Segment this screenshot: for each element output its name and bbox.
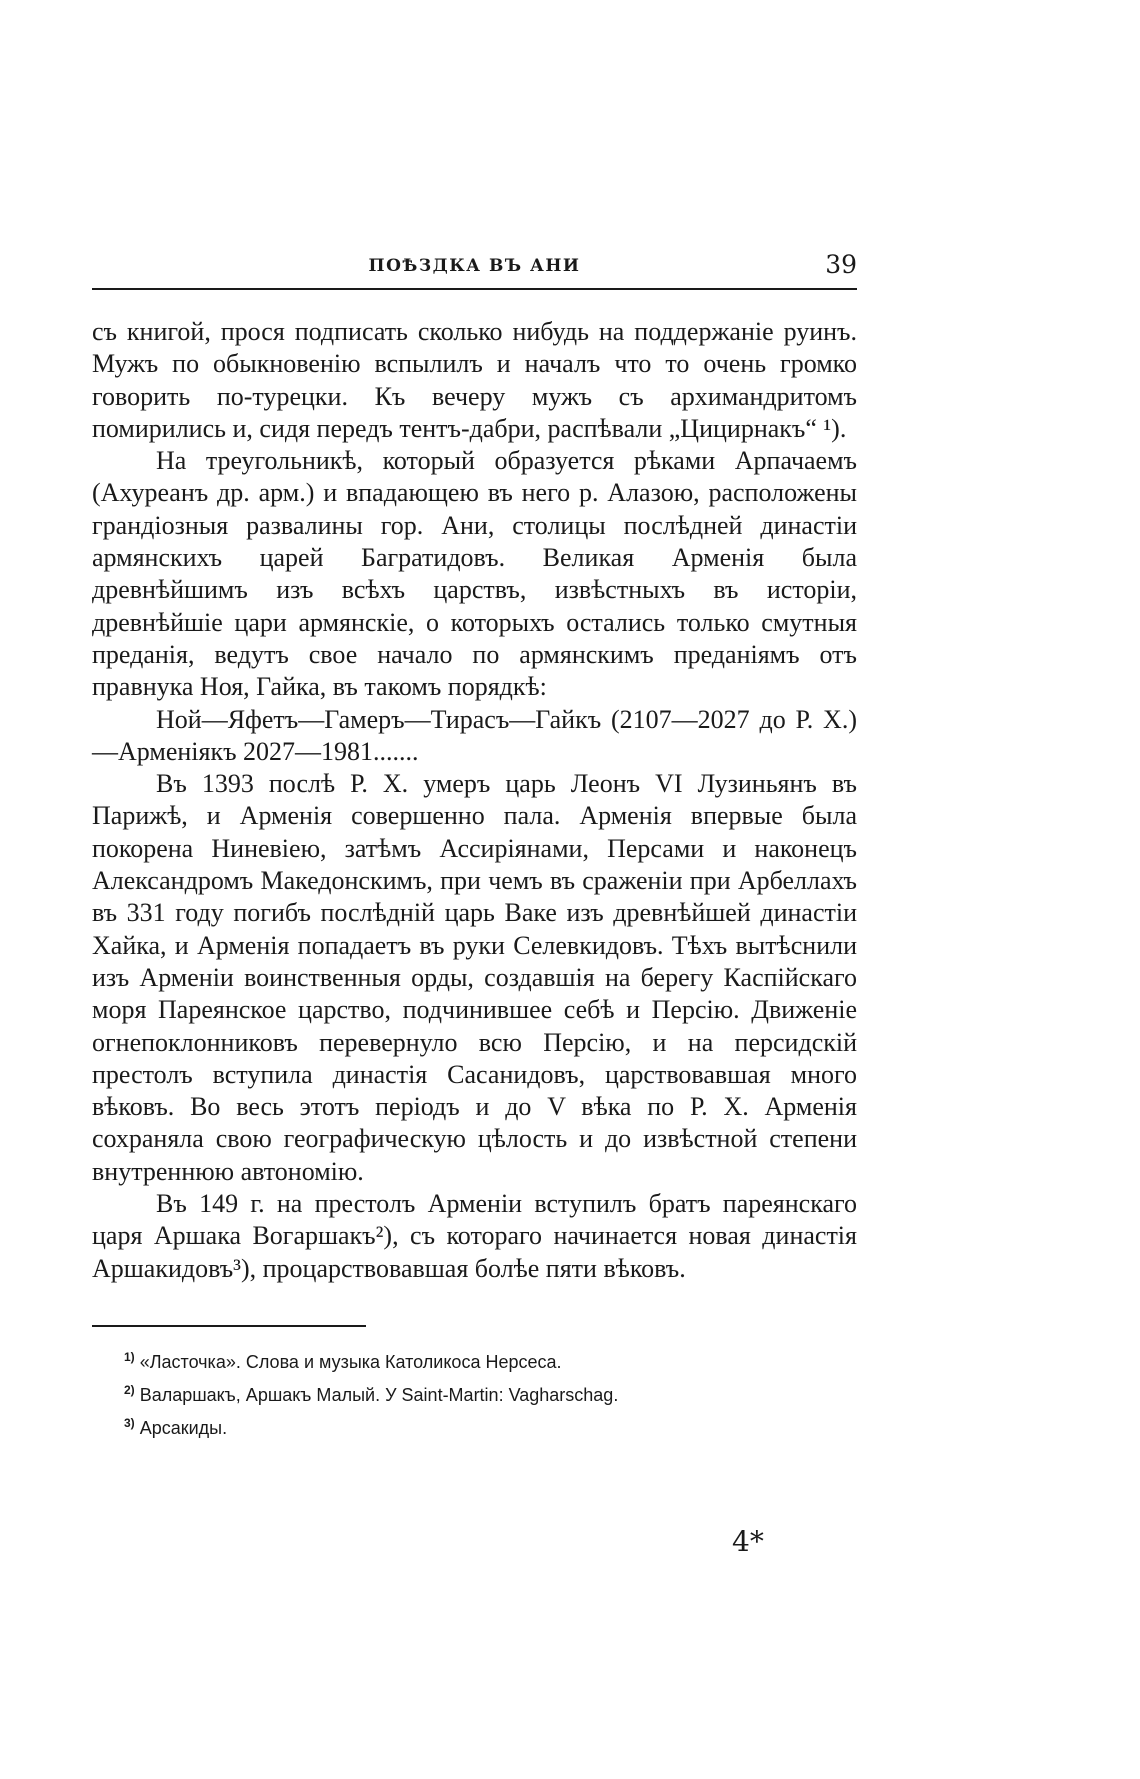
footnote-1 [124, 1343, 857, 1376]
paragraph-4: Въ 1393 послѣ Р. Х. умеръ царь Леонъ VI Лузиньянъ въ Парижѣ, и Арменія совершенно пала. Арменія впервые была покорена Ниневіею, затѣмъ Ассиріянами, Персами и наконецъ Александромъ Македонскимъ, при чемъ въ сраженіи при Арбеллахъ въ 331 году погибъ послѣдній царь Ваке изъ древнѣйшей династіи Хайка, и Арменія попадаетъ въ руки Селевкидовъ. Тѣхъ вытѣснили изъ Арменіи воинственныя орды, создавшія на берегу Каспійскаго моря Пареянское царство, подчинившее себѣ и Персію. Движеніе огнепоклонниковъ перевернуло всю Персію, и на персидскій престолъ вступила династія Сасанидовъ, царствовавшая много вѣковъ. Во весь этотъ періодъ и до V вѣка по Р. Х. Арменія сохраняла свою географическую цѣлость и до извѣстной степени внутреннюю автономію. [92, 769, 857, 1186]
book-page [92, 250, 857, 1558]
footnote-marker: 1) [124, 1349, 135, 1364]
page-number: 39 [825, 250, 857, 279]
paragraph-5: Въ 149 г. на престолъ Арменіи вступилъ братъ пареянскаго царя Аршака Вогаршакъ²), съ котораго начинается новая династія Аршакидовъ³), процарствовавшая болѣе пяти вѣковъ. [92, 1189, 857, 1283]
footnote-text: «Ласточка». Слова и музыка Католикоса Нерсеса. [139, 1351, 562, 1372]
footnotes [124, 1343, 857, 1442]
running-header [92, 250, 857, 288]
paragraph-3: Ной—Яфетъ—Гамеръ—Тирасъ—Гайкъ (2107—2027 до Р. Х.)—Арменіякъ 2027—1981....... [92, 704, 857, 766]
footnote-marker: 2) [124, 1382, 135, 1397]
footnote-text: Валаршакъ, Аршакъ Малый. У Saint-Martin: Vagharschag. [139, 1384, 619, 1405]
paragraph-2: На треугольникѣ, который образуется рѣками Арпачаемъ (Ахуреанъ др. арм.) и впадающею въ него р. Алазою, расположены грандіозныя развалины гор. Ани, столицы послѣдней династіи армянскихъ царей Багратидовъ. Великая Арменія была древнѣйшимъ изъ всѣхъ царствъ, извѣстныхъ въ исторіи, древнѣйшіе цари армянскіе, о которыхъ остались только смутныя преданія, ведутъ свое начало по армянскимъ преданіямъ отъ правнука Ноя, Гайка, въ такомъ порядкѣ: [92, 446, 857, 702]
footnote-rule [92, 1325, 366, 1327]
footnote-marker: 3) [124, 1415, 135, 1430]
footnote-2 [124, 1376, 857, 1409]
signature-mark: 4* [732, 1525, 764, 1558]
body-text [92, 316, 857, 1285]
paragraph-1: съ книгой, прося подписать сколько нибудь на поддержаніе руинъ. Мужъ по обыкновенію вспылилъ и началъ что то очень громко говорить по-турецки. Къ вечеру мужъ съ архимандритомъ помирились и, сидя передъ тентъ-дабри, распѣвали „Цицирнакъ“ ¹). [92, 317, 857, 443]
footnote-3 [124, 1409, 857, 1442]
header-rule [92, 288, 857, 290]
footnote-text: Арсакиды. [139, 1417, 228, 1438]
running-title: ПОѢЗДКА ВЪ АНИ [368, 256, 581, 276]
